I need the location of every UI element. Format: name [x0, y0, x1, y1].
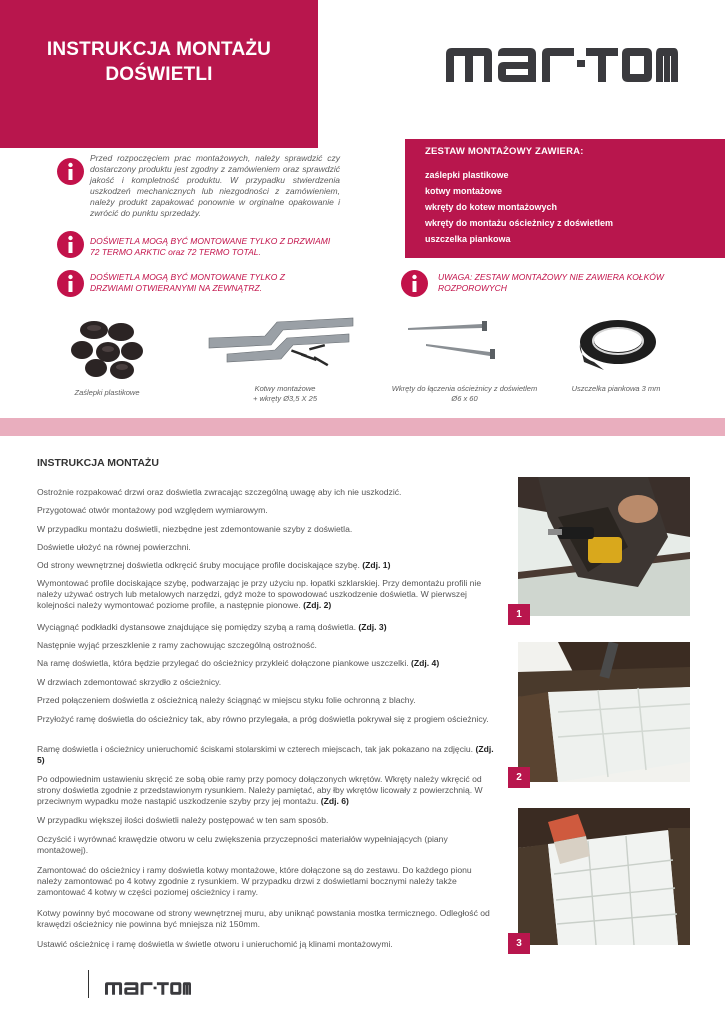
step-text: Ostrożnie rozpakować drzwi oraz doświetla zwracając szczególną uwagę aby ich nie uszkodzić. [37, 487, 402, 497]
plastic-caps-image [66, 318, 150, 385]
instruction-step [37, 487, 495, 498]
page-title-line1: INSTRUKCJA MONTAŻU [46, 39, 272, 60]
instruction-step [37, 695, 495, 706]
instruction-step [37, 658, 495, 669]
instructions-title: INSTRUKCJA MONTAŻU [37, 457, 159, 469]
instruction-step [37, 524, 495, 535]
caption-line: Zaślepki plastikowe [74, 388, 140, 397]
step-text: Ramę doświetla i ościeżnicy unieruchomić ściskami stolarskimi w czterech miejscach, tak jak pokazano na zdjęciu. [37, 744, 474, 754]
kit-item: wkręty do kotew montażowych [425, 202, 558, 212]
mounting-anchors-image [205, 312, 357, 375]
caption-line: Wkręty do łączenia ościeżnicy z doświetlem [391, 384, 538, 393]
photo-reference: (Zdj. 2) [303, 600, 332, 610]
step-text: Od strony wewnętrznej doświetla odkręcić śruby mocujące profile dociskające szybę. [37, 560, 360, 570]
kit-item: uszczelka piankowa [425, 234, 511, 244]
screws-image [408, 316, 498, 369]
photo-number-badge: 1 [508, 604, 530, 625]
kit-item: wkręty do montażu ościeżnicy z doświetlem [425, 218, 614, 228]
instruction-step [37, 677, 495, 688]
kit-title: ZESTAW MONTAŻOWY ZAWIERA: [425, 146, 584, 157]
info-icon [57, 270, 84, 297]
step-text: Wymontować profile dociskające szybę, podwarzając je przy użyciu np. łopatki szklarskiej. Przy demontażu profili nie należy używać ostrych lub metalowych narzędzi, gdyż może to spowodować uszkodzenie doświetla. W pierwszej kolejności należy wymontować poziome profile, a następnie pionowe. [37, 578, 482, 610]
instruction-step [37, 505, 495, 516]
step-text: W drzwiach zdemontować skrzydło z ościeżnicy. [37, 677, 222, 687]
step-text: Przygotować otwór montażowy pod względem wymiarowym. [37, 505, 268, 515]
photo-reference: (Zdj. 6) [320, 796, 349, 806]
instruction-step [37, 865, 495, 898]
footer-logo [105, 982, 191, 995]
info-icon [57, 231, 84, 258]
instruction-step [37, 578, 495, 611]
caption-line: Uszczelka piankowa 3 mm [571, 384, 661, 393]
step-text: Ustawić ościeżnicę i ramę doświetla w świetle otworu i unieruchomić ją klinami montażowymi. [37, 939, 393, 949]
frame-photo [518, 642, 690, 782]
instruction-step [37, 834, 495, 856]
page-title [0, 37, 318, 87]
product-caption [52, 388, 162, 398]
instruction-step [37, 560, 495, 571]
instruction-step [37, 815, 495, 826]
step-text: Oczyścić i wyrównać krawędzie otworu w celu zwiększenia przyczepności materiałów wypełniających (piany montażowej). [37, 834, 448, 855]
no-dowels-notice: UWAGA: ZESTAW MONTAŻOWY NIE ZAWIERA KOŁKÓW ROZPOROWYCH [438, 272, 664, 293]
kit-contents-box [405, 139, 725, 258]
page-title-line2: DOŚWIETLI [105, 64, 213, 85]
brand-logo [446, 48, 678, 82]
quality-check-notice: Przed rozpoczęciem prac montażowych, należy sprawdzić czy dostarczony produktu jest zgodny z zamówieniem oraz sprawdzić jakość i kompletność produktu. W przypadku stwierdzenia uszkodzeń mechanicznych lub niezgodności z zamówieniem, należy produkt zapakować ponownie w orginalne opakowanie i zwrócić do punktu sprzedaży. [90, 153, 340, 218]
info-icon [57, 158, 84, 185]
photo-reference: (Zdj. 5) [37, 744, 494, 765]
step-text: Wyciągnąć podkładki dystansowe znajdujące się pomiędzy szybą a ramą doświetla. [37, 622, 357, 632]
step-text: W przypadku montażu doświetli, niezbędne jest zdemontowanie szyby z doświetla. [37, 524, 353, 534]
section-divider-band [0, 418, 725, 436]
instruction-step [37, 939, 495, 950]
drill-photo [518, 477, 690, 616]
photo-reference: (Zdj. 1) [362, 560, 391, 570]
spacer-photo [518, 808, 690, 945]
instruction-step [37, 622, 495, 633]
kit-item: kotwy montażowe [425, 186, 503, 196]
step-text: Po odpowiednim ustawieniu skręcić ze sobą obie ramy przy pomocy dołączonych wkrętów. Wkręty należy wkręcić od strony doświetla zgodnie z przedstawionym rysunkiem. Należy pamiętać, aby łby wkrętów licowały z powierzchnią. W przeciwnym wypadku może nastąpić uszkodzenie szyby przy jej montażu. [37, 774, 483, 806]
step-text: Kotwy powinny być mocowane od strony wewnętrznej muru, aby uniknąć powstania mostka termicznego. Odległość od krawędzi ościeżnicy nie powinna być mniejsza niż 150mm. [37, 908, 490, 929]
step-text: Przyłożyć ramę doświetla do ościeżnicy tak, aby równo przylegała, a próg doświetla pokrywał się z progiem ościeżnicy. [37, 714, 489, 724]
info-icon [401, 270, 428, 297]
caption-line: Ø6 x 60 [451, 394, 478, 403]
instruction-step [37, 908, 495, 930]
footer-divider [88, 970, 89, 998]
kit-item: zaślepki plastikowe [425, 170, 509, 180]
instruction-step [37, 542, 495, 553]
photo-number-badge: 2 [508, 767, 530, 788]
step-text: W przypadku większej ilości doświetli należy postępować w ten sam sposób. [37, 815, 329, 825]
product-caption [382, 384, 547, 404]
instruction-step [37, 774, 495, 807]
step-text: Doświetle ułożyć na równej powierzchni. [37, 542, 191, 552]
photo-reference: (Zdj. 4) [411, 658, 440, 668]
outward-door-notice: DOŚWIETLA MOGĄ BYĆ MONTOWANE TYLKO Z DRZWIAMI OTWIERANYMI NA ZEWNĄTRZ. [90, 272, 285, 293]
caption-line: + wkręty Ø3,5 X 25 [253, 394, 317, 403]
product-caption [225, 384, 345, 404]
foam-tape-image [574, 314, 658, 381]
step-text: Zamontować do ościeżnicy i ramy doświetla kotwy montażowe, które dołączone są do zestawu. Do każdego pionu należy zamontować po 4 kotwy zgodnie z rysunkiem. W przypadku drzwi z doświetlami bocznymi należy także zamontować 4 kotwy w części poziomej ościeżnicy i ramy. [37, 865, 472, 897]
product-caption [560, 384, 672, 394]
instruction-step [37, 640, 495, 651]
caption-line: Kotwy montażowe [254, 384, 316, 393]
door-compat-notice: DOŚWIETLA MOGĄ BYĆ MONTOWANE TYLKO Z DRZWIAMI 72 TERMO ARKTIC oraz 72 TERMO TOTAL. [90, 236, 331, 257]
step-text: Przed połączeniem doświetla z ościeżnicą należy ściągnąć w miejscu styku folie ochronną z blachy. [37, 695, 416, 705]
instruction-step [37, 714, 495, 725]
step-text: Na ramę doświetla, która będzie przylegać do ościeżnicy przykleić dołączone piankowe uszczelki. [37, 658, 409, 668]
photo-number-badge: 3 [508, 933, 530, 954]
photo-reference: (Zdj. 3) [358, 622, 387, 632]
step-text: Następnie wyjąć przeszklenie z ramy zachowując szczególną ostrożność. [37, 640, 317, 650]
instruction-step [37, 744, 495, 766]
